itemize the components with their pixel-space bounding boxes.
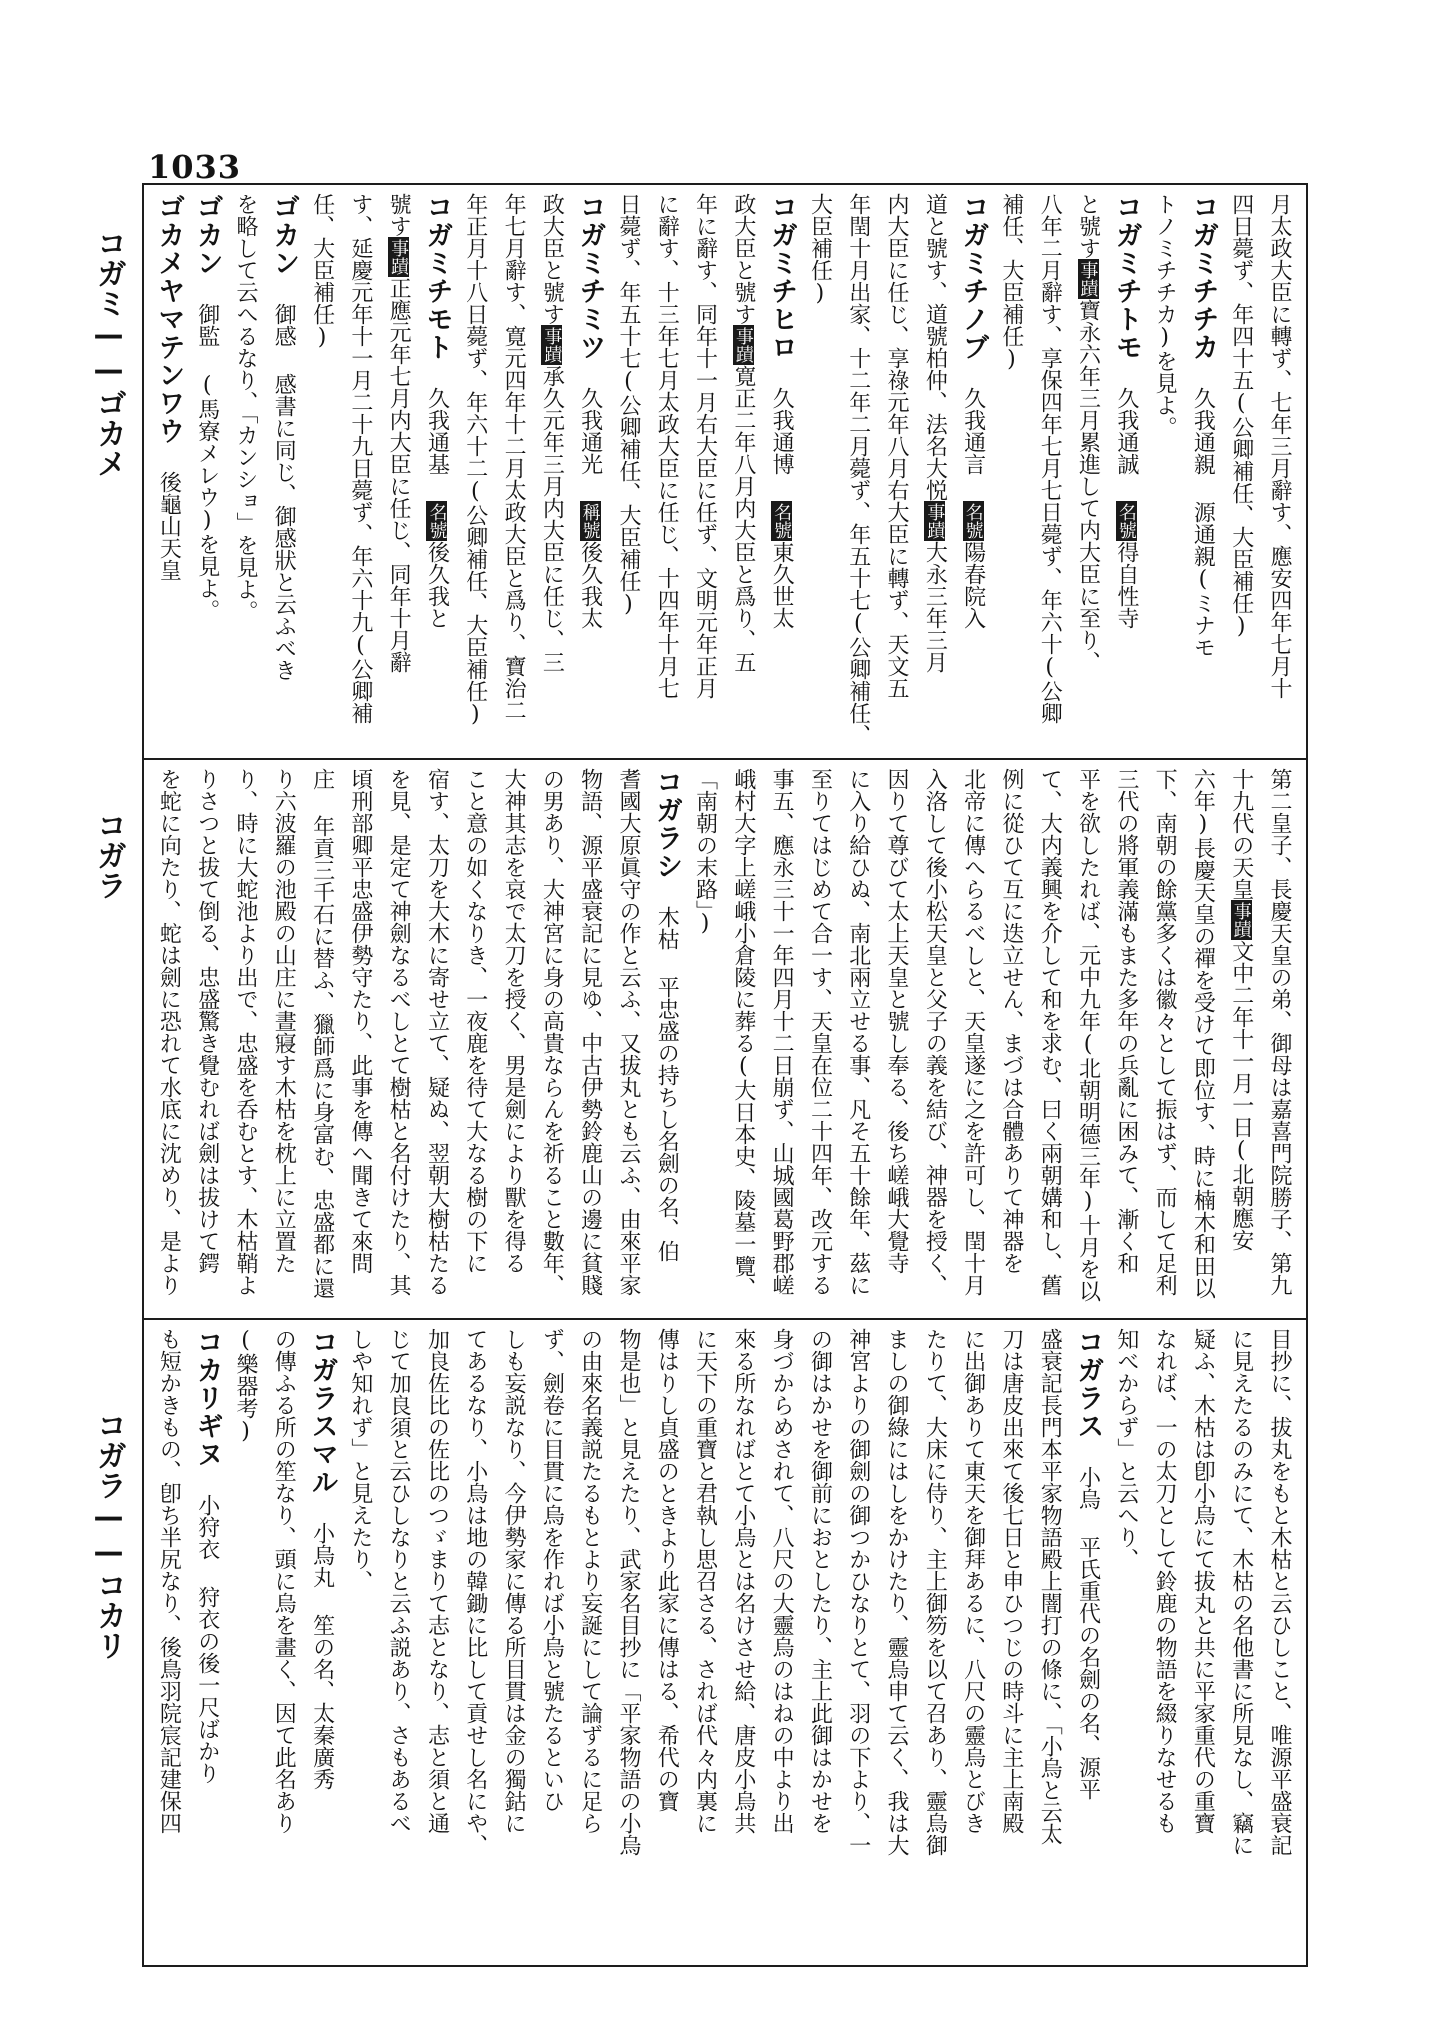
text-line — [148, 193, 149, 753]
text-line — [1145, 768, 1183, 1313]
page-number: 1033 — [148, 148, 242, 186]
text-run: 源通親(ミナモ — [1190, 501, 1216, 658]
spacer — [1087, 1440, 1088, 1466]
text-line — [953, 193, 991, 753]
text-tier-bottom — [148, 1328, 1298, 1956]
text-line — [915, 193, 953, 753]
text-line — [724, 768, 762, 1313]
text-run: 物是也」と見えたり、武家名目抄に「平家物語の小烏 — [615, 1328, 641, 1856]
text-line — [838, 193, 876, 753]
text-line — [1221, 1328, 1259, 1956]
text-run: 傳はりし貞盛のときより此家に傳はる、希代の寶 — [654, 1328, 680, 1812]
text-run: 知べからず」と云へり、 — [1113, 1328, 1139, 1570]
spacer — [1202, 361, 1203, 387]
running-head-bottom: コガラ——コカリ — [91, 1410, 126, 1660]
section-badge: 事蹟 — [924, 503, 946, 539]
text-run: も短かきもの、卽ち半尻なり、後鳥羽院宸記建保四 — [156, 1328, 182, 1834]
text-line — [877, 768, 915, 1313]
running-head-top: コガミ——ゴカメ — [91, 228, 126, 478]
text-line — [532, 1328, 570, 1956]
text-line — [148, 1328, 149, 1956]
text-line — [341, 1328, 379, 1956]
text-run: 下、南朝の餘黨多くは徽々として振はず、而して足利 — [1152, 768, 1178, 1296]
text-line — [877, 1328, 915, 1956]
text-run: 因りて尊びて太上天皇と號し奉る、後ち嵯峨大覺寺 — [884, 768, 910, 1274]
text-line — [226, 1328, 264, 1956]
section-badge: 名號 — [771, 503, 793, 539]
text-run: 加良佐比の佐比のつゞまりて志となり、志と須と通 — [424, 1328, 450, 1834]
text-run: 六年)長慶天皇の禪を受けて即位す、時に楠木和田以 — [1190, 768, 1216, 1299]
text-run: 政大臣と號す — [539, 193, 565, 325]
entry-headword: コガラス — [1072, 1328, 1104, 1440]
text-line — [915, 768, 953, 1313]
text-line — [953, 768, 991, 1313]
text-run: 小狩衣 — [194, 1494, 220, 1560]
text-line — [148, 768, 149, 1313]
text-line — [1030, 1328, 1068, 1956]
text-line — [570, 193, 608, 753]
spacer — [781, 361, 782, 387]
text-run: 東久世太 — [769, 541, 795, 629]
text-run: に見えたるのみにて、木枯の名他書に所見なし、竊に — [1228, 1328, 1254, 1856]
text-run: 久我通言 — [960, 387, 986, 475]
text-line — [149, 193, 187, 753]
text-run: 至りてはじめて合一す、天皇在位二十四年、改元する — [807, 768, 833, 1296]
text-line — [1221, 768, 1259, 1313]
text-run: て、大内義興を介して和を求む、曰く兩朝媾和し、舊 — [1037, 768, 1063, 1296]
text-line — [1030, 193, 1068, 753]
text-line — [1107, 193, 1145, 753]
spacer — [972, 361, 973, 387]
text-run: を略して云へるなり、「カンショ」を見よ。 — [232, 193, 258, 622]
text-run: 頃刑部卿平忠盛伊勢守たり、此事を傳へ聞きて來問 — [347, 768, 373, 1274]
text-line — [915, 1328, 953, 1956]
text-line — [1260, 768, 1298, 1313]
text-line — [609, 1328, 647, 1956]
spacer — [1125, 475, 1126, 501]
text-run: に入り給ひぬ、南北兩立せる事、凡そ五十餘年、茲に — [845, 768, 871, 1296]
text-line — [379, 768, 417, 1313]
text-run: 神宮よりの御劍の御つかひなりとて、羽の下より、一 — [845, 1328, 871, 1856]
text-run: 後久我と — [424, 541, 450, 629]
section-badge: 事蹟 — [732, 327, 754, 363]
entry-headword: コガミチチカ — [1187, 193, 1219, 361]
spacer — [781, 475, 782, 501]
text-run: の御はかせを御前におとしたり、主上此御はかせを — [807, 1328, 833, 1834]
text-run: 久我通親 — [1190, 387, 1216, 475]
text-line — [800, 768, 838, 1313]
text-run: す、延慶元年十一月二十九日薨ず、年六十九(公卿補 — [347, 193, 373, 724]
text-run: 木枯 — [654, 906, 680, 950]
text-line — [724, 1328, 762, 1956]
text-run: 寛正二年八月内大臣と爲り、五 — [730, 365, 756, 673]
section-badge: 事蹟 — [388, 239, 410, 275]
text-line — [379, 1328, 417, 1956]
spacer — [666, 880, 667, 906]
spacer — [436, 361, 437, 387]
text-line — [455, 768, 493, 1313]
text-run: 來る所なればとて小烏とは名けさせ給、唐皮小烏共 — [730, 1328, 756, 1834]
text-run: 久我通博 — [769, 387, 795, 475]
text-run: 狩衣の後一尺ばかり — [194, 1586, 220, 1784]
text-line — [532, 193, 570, 753]
text-line — [1068, 193, 1106, 753]
text-run: の男あり、大神宮に身の高貴ならんを祈ること數年、 — [539, 768, 565, 1296]
section-badge: 事蹟 — [541, 327, 563, 363]
text-run: 庄 年貢三千石に替ふ、獵師爲に身富む、忠盛都に還 — [309, 768, 335, 1299]
text-line — [609, 193, 647, 753]
text-line — [455, 1328, 493, 1956]
text-run: しや知れず」と見えたり、 — [347, 1328, 373, 1592]
spacer — [321, 1588, 322, 1614]
spacer — [1202, 475, 1203, 501]
entry-headword: コガラスマル — [306, 1328, 338, 1496]
text-line — [1183, 1328, 1221, 1956]
text-run: トノミチチカ)を見よ。 — [1152, 193, 1178, 438]
text-line — [494, 768, 532, 1313]
spacer — [589, 475, 590, 501]
spacer — [206, 1468, 207, 1494]
text-line — [417, 768, 455, 1313]
text-line — [187, 1328, 225, 1956]
spacer — [283, 277, 284, 303]
text-run: に出御ありて東天を御拜あるに、八尺の靈烏とびき — [960, 1328, 986, 1834]
text-run: 承久元年三月内大臣に任じ、三 — [539, 365, 565, 673]
text-run: 年に辭す、同年十一月右大臣に任ず、文明元年正月 — [692, 193, 718, 699]
text-run: 大臣補任) — [807, 193, 833, 306]
tier-divider-bottom — [142, 1318, 1306, 1320]
text-run: 道と號す、道號柏仲、法名大悦 — [922, 193, 948, 501]
text-run: なれば、一の太刀として鈴鹿の物語を綴りなせるも — [1152, 1328, 1178, 1834]
spacer — [206, 1560, 207, 1586]
text-run: 後龜山天皇 — [156, 471, 182, 581]
section-badge: 事蹟 — [1077, 261, 1099, 297]
entry-headword: コカリギヌ — [191, 1328, 223, 1468]
text-line — [187, 768, 225, 1313]
text-run: 陽春院入 — [960, 541, 986, 629]
spacer — [206, 347, 207, 373]
text-run: 政大臣と號す — [730, 193, 756, 325]
text-line — [1068, 1328, 1106, 1956]
text-run: 補任、大臣補任) — [998, 193, 1024, 372]
text-line — [417, 193, 455, 753]
text-run: 宿す、太刀を大木に寄せ立て、疑ぬ、翌朝大樹枯たる — [424, 768, 450, 1296]
spacer — [321, 1496, 322, 1522]
text-run: 平氏重代の名劍の名、源平 — [1075, 1536, 1101, 1800]
text-run: 北帝に傳へらるべしと、天皇遂に之を許可し、閏十月 — [960, 768, 986, 1296]
text-run: 御監 — [194, 303, 220, 347]
text-line — [992, 1328, 1030, 1956]
text-run: 小烏丸 — [309, 1522, 335, 1588]
text-run: 盛衰記長門本平家物語殿上闇打の條に、「小烏と云太 — [1037, 1328, 1063, 1845]
text-run: 正應元年七月内大臣に任じ、同年十月辭 — [386, 277, 412, 673]
text-line — [1260, 193, 1298, 753]
text-run: 平忠盛の持ちし名劍の名、伯 — [654, 976, 680, 1262]
text-line — [685, 193, 723, 753]
text-line — [341, 193, 379, 753]
text-run: 第二皇子、長慶天皇の弟、御母は嘉喜門院勝子、第九 — [1267, 768, 1292, 1296]
section-badge: 稱號 — [579, 503, 601, 539]
text-line — [724, 193, 762, 753]
text-line — [953, 1328, 991, 1956]
entry-headword: ゴカメヤマテンワウ — [153, 193, 185, 445]
text-run: りさつと拔て倒る、忠盛驚き覺むれば劍は拔けて鍔 — [194, 768, 220, 1274]
text-line — [647, 1328, 685, 1956]
text-run: ましの御綠にはしをかけたり、靈烏申て云く、我は大 — [884, 1328, 910, 1856]
text-run: 平を欲したれば、元中九年(北朝明德三年)十月を以 — [1075, 768, 1101, 1302]
entry-headword: コガミチヒロ — [766, 193, 798, 361]
section-badge: 名號 — [1115, 503, 1137, 539]
text-run: 耆國大原眞守の作と云ふ、又拔丸とも云ふ、由來平家 — [615, 768, 641, 1296]
text-run: 年七月辭す、寛元四年十二月太政大臣と爲り、寶治二 — [501, 193, 527, 721]
text-line — [302, 768, 340, 1313]
text-run: 大神其志を哀で太刀を授く、男是劍により獸を得る — [501, 768, 527, 1274]
text-run: 身づからめされて、八尺の大靈烏のはねの中より出 — [769, 1328, 795, 1834]
entry-headword: コガミチトモ — [1110, 193, 1142, 361]
text-run: 笙の名、太秦廣秀 — [309, 1614, 335, 1790]
text-run: (樂器考) — [232, 1328, 258, 1444]
text-line — [494, 1328, 532, 1956]
text-run: の由來名義説たるもとより妄誕にして論ずるに足ら — [577, 1328, 603, 1834]
text-line — [992, 768, 1030, 1313]
text-run: じて加良須と云ひしなりと云ふ説あり、さもあるべ — [386, 1328, 412, 1834]
text-line — [264, 193, 302, 753]
text-line — [455, 193, 493, 753]
text-line — [1145, 1328, 1183, 1956]
text-run: り六波羅の池殿の山庄に晝寢す木枯を枕上に立置た — [271, 768, 297, 1274]
text-line — [1260, 1328, 1298, 1956]
text-line — [609, 768, 647, 1313]
text-tier-top — [148, 193, 1298, 753]
text-run: 事五、應永三十一年四月十二日崩ず、山城國葛野郡嵯 — [769, 768, 795, 1296]
text-run: 任、大臣補任) — [309, 193, 335, 350]
entry-headword: ゴカン — [268, 193, 300, 277]
spacer — [666, 950, 667, 976]
text-run: ず、劍卷に目貫に烏を作れば小烏と號たるといひ — [539, 1328, 565, 1812]
entry-headword: ゴカン — [191, 193, 223, 277]
text-line — [1183, 768, 1221, 1313]
tier-divider-top — [142, 758, 1306, 760]
text-line — [532, 768, 570, 1313]
text-line — [417, 1328, 455, 1956]
text-line — [149, 768, 187, 1313]
text-run: 久我通基 — [424, 387, 450, 475]
spacer — [1125, 361, 1126, 387]
text-run: 年正月十八日薨ず、年六十二(公卿補任、大臣補任) — [462, 193, 488, 727]
text-run: 十九代の天皇 — [1228, 768, 1254, 900]
text-run: 例に從ひて互に迭立せん、まづは合體ありて神器を — [998, 768, 1024, 1274]
text-line — [1145, 193, 1183, 753]
spacer — [283, 347, 284, 373]
section-badge: 名號 — [426, 503, 448, 539]
text-line — [1183, 193, 1221, 753]
text-run: 文中二年十一月一日(北朝應安 — [1228, 940, 1254, 1251]
text-run: を見、是定て神劍なるべしとて樹枯と名付けたり、其 — [386, 768, 412, 1296]
text-run: 日薨ず、年五十七(公卿補任、大臣補任) — [615, 193, 641, 617]
spacer — [168, 445, 169, 471]
text-run: 號す — [386, 193, 412, 237]
text-line — [1030, 768, 1068, 1313]
text-line — [149, 1328, 187, 1956]
text-line — [877, 193, 915, 753]
text-line — [762, 193, 800, 753]
text-line — [800, 1328, 838, 1956]
running-head-middle: コガラ — [91, 810, 126, 900]
text-run: と號す — [1075, 193, 1101, 259]
text-run: 大永三年三月 — [922, 541, 948, 673]
spacer — [206, 277, 207, 303]
text-line — [187, 193, 225, 753]
text-run: (馬寮メレウ)を見よ。 — [194, 373, 220, 621]
text-run: り、時に大蛇池より出で、忠盛を呑むとす、木枯鞘よ — [232, 768, 258, 1296]
text-line — [379, 193, 417, 753]
text-line — [647, 768, 685, 1313]
text-run: しも妄説なり、今伊勢家に傳る所目貫は金の獨鈷に — [501, 1328, 527, 1834]
section-badge: 名號 — [962, 503, 984, 539]
text-line — [226, 768, 264, 1313]
text-run: 「南朝の末路」) — [692, 768, 718, 936]
text-line — [1221, 193, 1259, 753]
text-run: 後久我太 — [577, 541, 603, 629]
text-run: 三代の將軍義滿もまた多年の兵亂に困みて、漸く和 — [1113, 768, 1139, 1274]
text-run: 久我通光 — [577, 387, 603, 475]
text-run: 八年二月辭す、享保四年七月七日薨ず、年六十(公卿 — [1037, 193, 1063, 724]
text-run: を蛇に向たり、蛇は劍に恐れて水底に沈めり、是より — [156, 768, 182, 1296]
text-run: 得自性寺 — [1113, 541, 1139, 629]
text-run: の傳ふる所の笙なり、頭に烏を畫く、因て此名あり — [271, 1328, 297, 1834]
text-line — [838, 768, 876, 1313]
text-line — [762, 768, 800, 1313]
text-run: 疑ふ、木枯は卽小烏にて拔丸と共に平家重代の重寶 — [1190, 1328, 1216, 1834]
spacer — [589, 361, 590, 387]
text-line — [341, 768, 379, 1313]
text-run: 入洛して後小松天皇と父子の義を結び、神器を授く、 — [922, 768, 948, 1296]
text-run: に天下の重寶と君執し思召さる、されば代々内裏に — [692, 1328, 718, 1834]
text-run: 年閏十月出家、十二年二月薨ず、年五十七(公卿補任、 — [845, 193, 871, 746]
text-line — [838, 1328, 876, 1956]
text-tier-middle — [148, 768, 1298, 1313]
text-line — [302, 1328, 340, 1956]
spacer — [1087, 1510, 1088, 1536]
text-run: たりて、大床に侍り、主上御笏を以て召あり、靈烏御 — [922, 1328, 948, 1856]
text-run: 四日薨ず、年四十五(公卿補任、大臣補任) — [1228, 193, 1254, 639]
text-line — [685, 1328, 723, 1956]
text-run: 月太政大臣に轉ず、七年三月辭す、應安四年七月十 — [1267, 193, 1292, 699]
text-line — [264, 1328, 302, 1956]
text-run: 寶永六年三月累進して内大臣に至り、 — [1075, 299, 1101, 673]
entry-headword: コガミチモト — [421, 193, 453, 361]
text-run: てあるなり、小烏は地の韓鋤に比して貢せし名にや、 — [462, 1328, 488, 1856]
text-line — [992, 193, 1030, 753]
text-run: 物語、源平盛衰記に見ゆ、中古伊勢鈴鹿山の邊に貧賤 — [577, 768, 603, 1296]
section-badge: 事蹟 — [1230, 902, 1252, 938]
text-run: 久我通誠 — [1113, 387, 1139, 475]
spacer — [972, 475, 973, 501]
text-run: 刀は唐皮出來て後七日と申ひつじの時斗に主上南殿 — [998, 1328, 1024, 1834]
text-run: 内大臣に任じ、享祿元年八月右大臣に轉ず、天文五 — [884, 193, 910, 699]
text-line — [762, 1328, 800, 1956]
entry-headword: コガミチミツ — [574, 193, 606, 361]
text-run: 目抄に、拔丸をもと木枯と云ひしこと、唯源平盛衰記 — [1267, 1328, 1292, 1856]
text-line — [570, 768, 608, 1313]
entry-headword: コガミチノブ — [957, 193, 989, 361]
text-run: に辭す、十三年七月太政大臣に任じ、十四年十月七 — [654, 193, 680, 699]
text-run: 峨村大字上嵯峨小倉陵に葬る(大日本史、陵墓一覽、 — [730, 768, 756, 1299]
entry-headword: コガラシ — [651, 768, 683, 880]
text-line — [1068, 768, 1106, 1313]
text-line — [494, 193, 532, 753]
text-line — [570, 1328, 608, 1956]
text-line — [302, 193, 340, 753]
text-run: 小烏 — [1075, 1466, 1101, 1510]
text-run: こと意の如くなりき、一夜鹿を待て大なる樹の下に — [462, 768, 488, 1274]
text-line — [226, 193, 264, 753]
text-line — [647, 193, 685, 753]
spacer — [436, 475, 437, 501]
text-line — [800, 193, 838, 753]
text-line — [685, 768, 723, 1313]
text-line — [264, 768, 302, 1313]
text-line — [1107, 768, 1145, 1313]
text-run: 感書に同じ、御感狀と云ふべき — [271, 373, 297, 681]
text-line — [1107, 1328, 1145, 1956]
text-run: 御感 — [271, 303, 297, 347]
